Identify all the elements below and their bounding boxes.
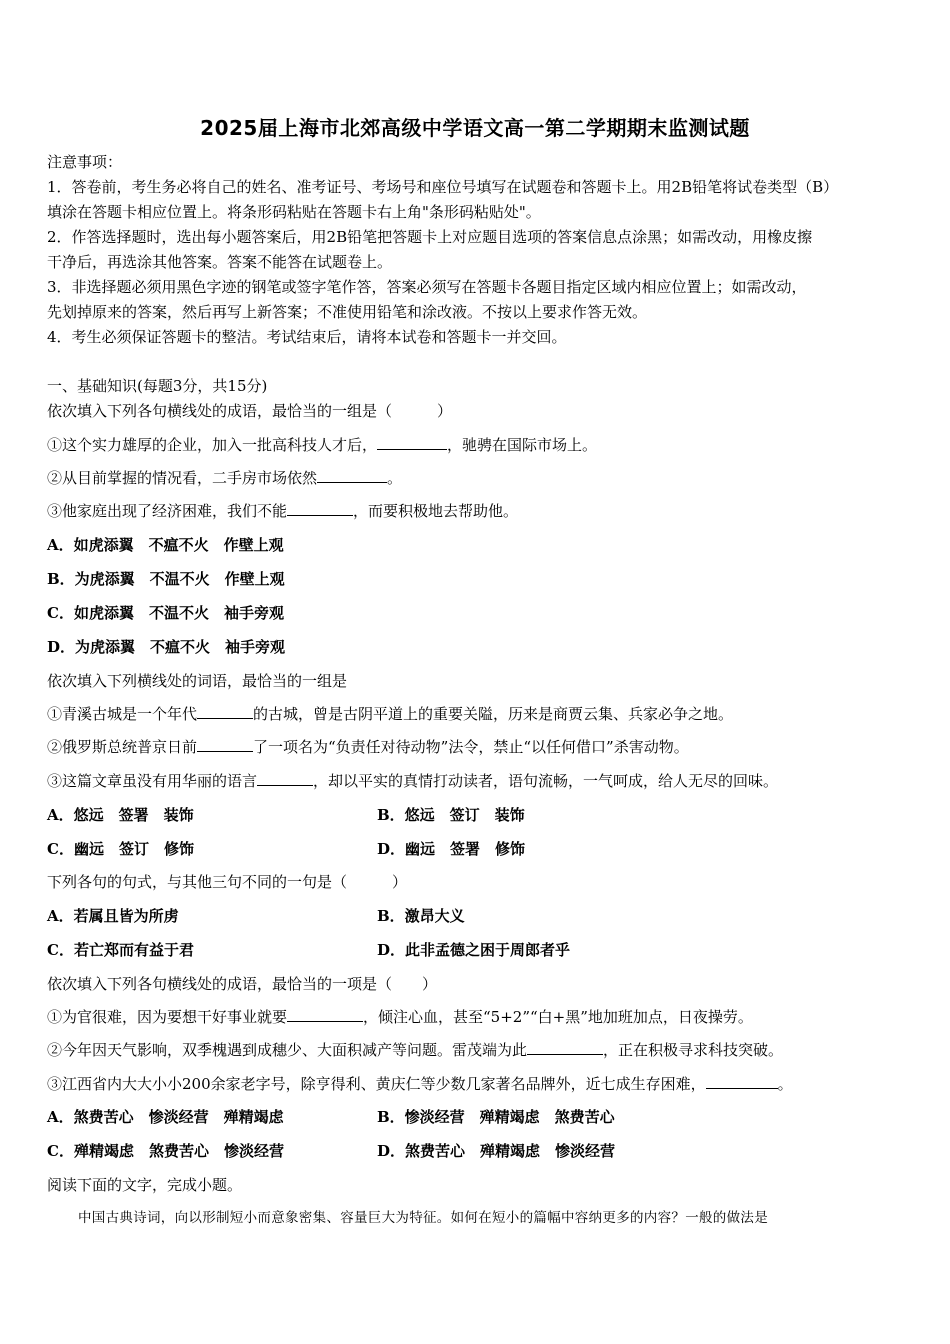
notice-line: 1．答卷前，考生务必将自己的姓名、准考证号、考场号和座位号填写在试题卷和答题卡上。用2B铅笔将试卷类型（B） <box>47 178 839 196</box>
question-stem: 依次填入下列各句横线处的成语，最恰当的一项是（ ） <box>47 975 438 993</box>
question-sentence: ②俄罗斯总统普京日前 了一项名为“负责任对待动物”法令，禁止“以任何借口”杀害动物。 <box>47 738 689 756</box>
question-sentence: ③这篇文章虽没有用华丽的语言 ，却以平实的真情打动读者，语句流畅，一气呵成，给人无尽的回味。 <box>47 772 779 790</box>
reading-paragraph: 中国古典诗词，向以形制短小而意象密集、容量巨大为特征。如何在短小的篇幅中容纳更多的内容？一般的做法是 <box>78 1210 768 1226</box>
notice-line: 2．作答选择题时，选出每小题答案后，用2B铅笔把答题卡上对应题目选项的答案信息点涂黑；如需改动，用橡皮擦 <box>47 228 813 246</box>
answer-blank <box>287 501 353 516</box>
answer-blank <box>197 737 253 752</box>
option-c: C．殚精竭虑 煞费苦心 惨淡经营 <box>47 1142 284 1160</box>
answer-blank <box>257 771 313 786</box>
reading-intro: 阅读下面的文字，完成小题。 <box>47 1176 243 1194</box>
question-stem: 下列各句的句式，与其他三句不同的一句是（ ） <box>47 873 408 891</box>
notice-line: 4．考生必须保证答题卡的整洁。考试结束后，请将本试卷和答题卡一并交回。 <box>47 328 567 346</box>
answer-blank <box>197 704 253 719</box>
option-b: B．惨淡经营 殚精竭虑 煞费苦心 <box>377 1108 615 1126</box>
option-c: C．若亡郑而有益于君 <box>47 941 194 959</box>
answer-blank <box>317 468 387 483</box>
answer-blank <box>527 1040 603 1055</box>
page-title: 2025届上海市北郊高级中学语文高一第二学期期末监测试题 <box>200 116 750 140</box>
notice-line: 干净后，再选涂其他答案。答案不能答在试题卷上。 <box>47 253 393 271</box>
question-stem: 依次填入下列各句横线处的成语，最恰当的一组是（ ） <box>47 402 453 420</box>
option-d: D．煞费苦心 殚精竭虑 惨淡经营 <box>377 1142 616 1160</box>
option-a: A．悠远 签署 装饰 <box>47 806 194 824</box>
question-sentence: ③他家庭出现了经济困难，我们不能 ，而要积极地去帮助他。 <box>47 502 519 520</box>
option-d: D．幽远 签署 修饰 <box>377 840 526 858</box>
option-c: C．幽远 签订 修饰 <box>47 840 194 858</box>
option-b: B．为虎添翼 不温不火 作壁上观 <box>47 570 285 588</box>
section-heading: 一、基础知识(每题3分，共15分) <box>47 377 268 395</box>
notice-heading: 注意事项： <box>47 153 123 171</box>
question-sentence: ③江西省内大大小小200余家老字号，除亨得利、黄庆仁等少数几家著名品牌外，近七成生存困难， 。 <box>47 1075 793 1093</box>
option-d: D．此非孟德之困于周郎者乎 <box>377 941 571 959</box>
question-stem: 依次填入下列横线处的词语，最恰当的一组是 <box>47 672 348 690</box>
answer-blank <box>287 1007 363 1022</box>
question-sentence: ①为官很难，因为要想干好事业就要 ，倾注心血，甚至“5+2”“白+黑”地加班加点，日夜操劳。 <box>47 1008 753 1026</box>
option-d: D．为虎添翼 不瘟不火 袖手旁观 <box>47 638 286 656</box>
notice-line: 3．非选择题必须用黑色字迹的钢笔或签字笔作答，答案必须写在答题卡各题目指定区域内相应位置上；如需改动， <box>47 278 807 296</box>
question-sentence: ②从目前掌握的情况看，二手房市场依然 。 <box>47 469 403 487</box>
option-b: B．悠远 签订 装饰 <box>377 806 525 824</box>
option-a: A．煞费苦心 惨淡经营 殚精竭虑 <box>47 1108 284 1126</box>
question-sentence: ②今年因天气影响，双季槐遇到成穗少、大面积减产等问题。雷茂端为此 ，正在积极寻求科技突破。 <box>47 1041 784 1059</box>
question-sentence: ①这个实力雄厚的企业，加入一批高科技人才后， ，驰骋在国际市场上。 <box>47 436 598 454</box>
option-b: B．激昂大义 <box>377 907 465 925</box>
notice-line: 填涂在答题卡相应位置上。将条形码粘贴在答题卡右上角"条形码粘贴处"。 <box>47 203 541 221</box>
question-sentence: ①青溪古城是一个年代 的古城，曾是古阴平道上的重要关隘，历来是商贾云集、兵家必争之地。 <box>47 705 734 723</box>
option-a: A．如虎添翼 不瘟不火 作壁上观 <box>47 536 284 554</box>
answer-blank <box>706 1074 778 1089</box>
notice-line: 先划掉原来的答案，然后再写上新答案；不准使用铅笔和涂改液。不按以上要求作答无效。 <box>47 303 648 321</box>
option-c: C．如虎添翼 不温不火 袖手旁观 <box>47 604 284 622</box>
answer-blank <box>377 435 447 450</box>
option-a: A．若属且皆为所虏 <box>47 907 179 925</box>
